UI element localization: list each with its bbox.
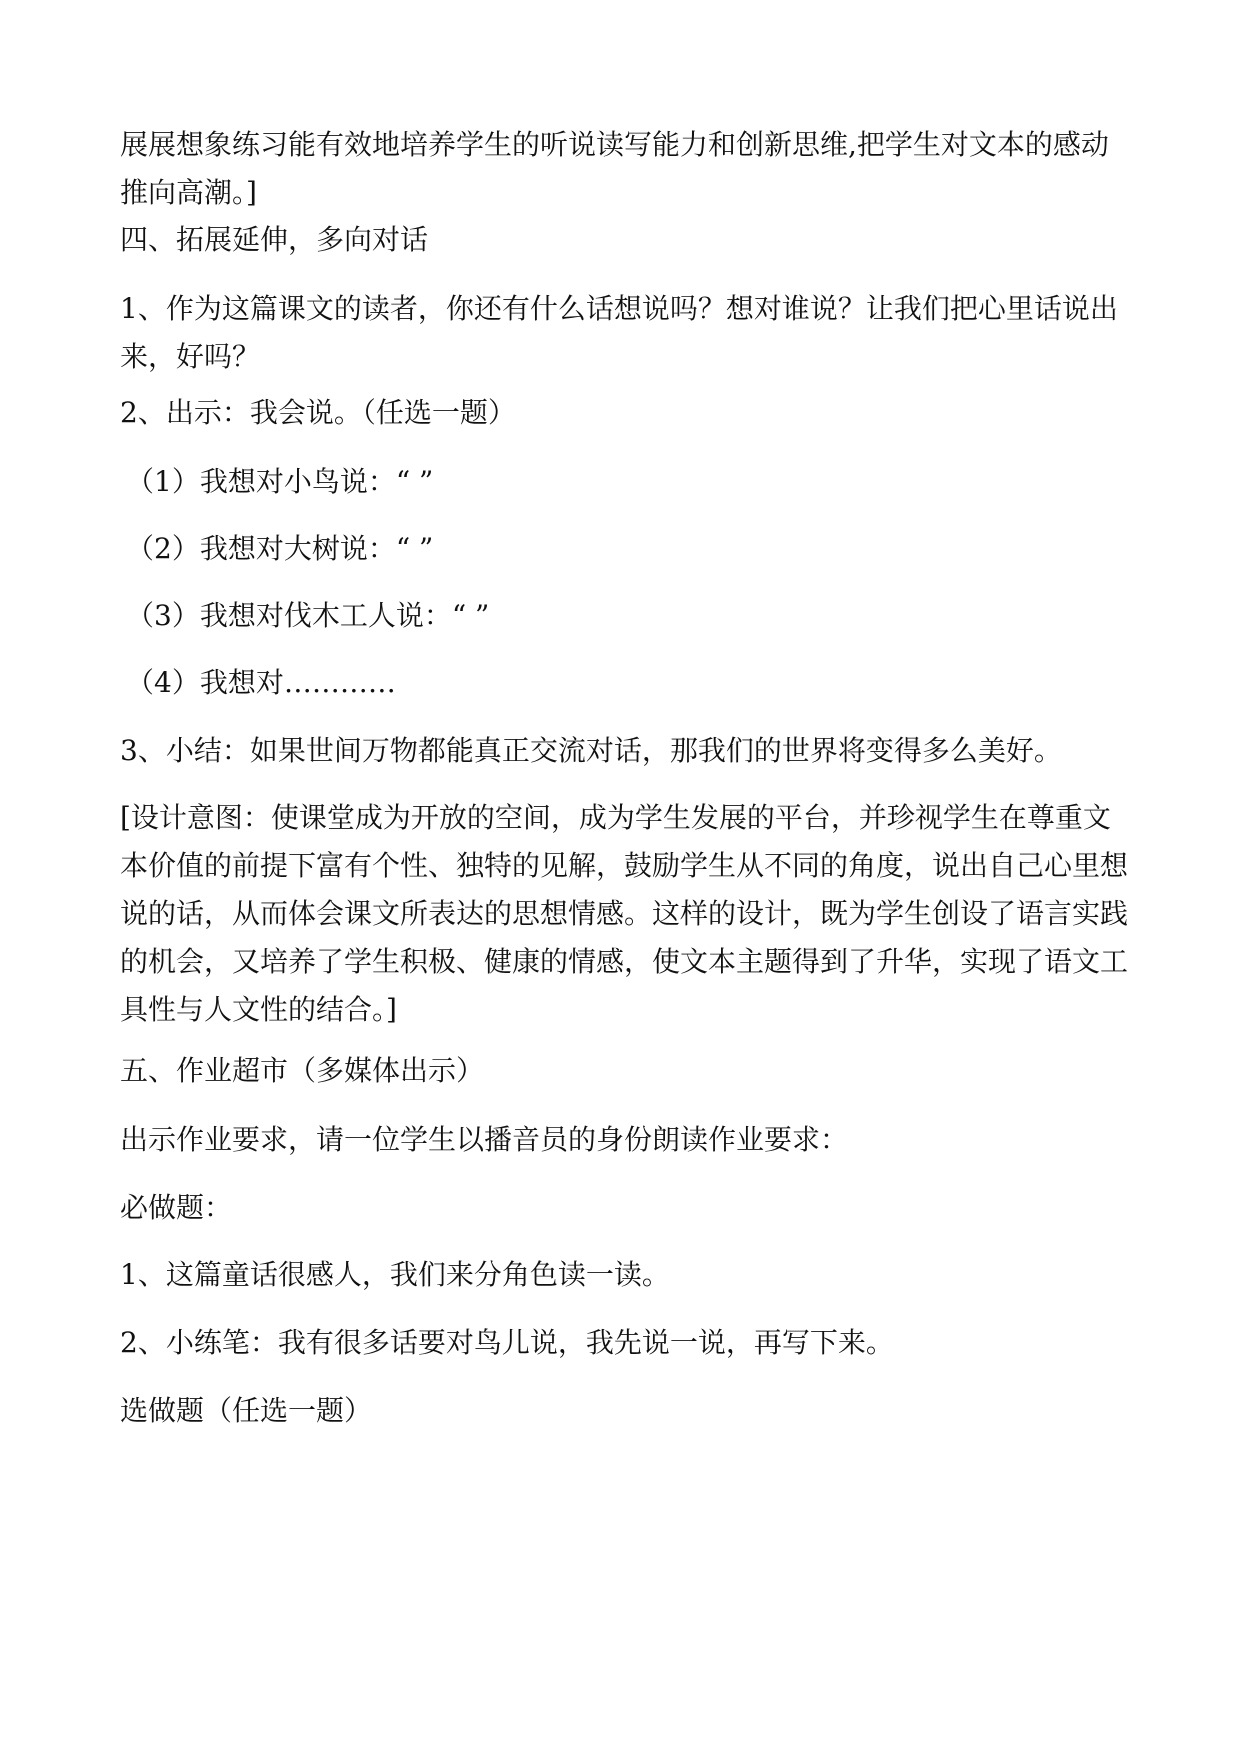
paragraph-imagination-summary: 展展想象练习能有效地培养学生的听说读写能力和创新思维,把学生对文本的感动推向高潮。] xyxy=(120,128,1109,209)
section-heading-5: 五、作业超市（多媒体出示） xyxy=(120,1054,485,1087)
paragraph-summary: 3、小结：如果世间万物都能真正交流对话，那我们的世界将变得多么美好。 xyxy=(120,734,1062,767)
section-heading-4: 四、拓展延伸，多向对话 xyxy=(120,223,429,256)
paragraph-question-1: 1、作为这篇课文的读者，你还有什么话想说吗？想对谁说？让我们把心里话说出来，好吗？ xyxy=(120,292,1118,373)
list-item-lumberjack: （3）我想对伐木工人说：“ ” xyxy=(126,599,490,632)
list-item-tree: （2）我想对大树说：“ ” xyxy=(126,532,434,565)
homework-item-1: 1、这篇童话很感人，我们来分角色读一读。 xyxy=(120,1258,670,1291)
list-item-bird: （1）我想对小鸟说：“ ” xyxy=(126,465,434,498)
paragraph-question-2: 2、出示：我会说。（任选一题） xyxy=(120,396,516,429)
list-item-other: （4）我想对………… xyxy=(126,666,396,699)
paragraph-homework-intro: 出示作业要求，请一位学生以播音员的身份朗读作业要求： xyxy=(120,1123,849,1156)
label-optional: 选做题（任选一题） xyxy=(120,1394,373,1427)
homework-item-2: 2、小练笔：我有很多话要对鸟儿说，我先说一说，再写下来。 xyxy=(120,1326,894,1359)
label-required: 必做题： xyxy=(120,1191,233,1224)
paragraph-design-intent: [设计意图：使课堂成为开放的空间，成为学生发展的平台，并珍视学生在尊重文本价值的前提下富有个性、独特的见解，鼓励学生从不同的角度，说出自己心里想说的话，从而体会课文所表达的思想情感。这样的设计，既为学生创设了语言实践的机会，又培养了学生积极、健康的情感，使文本主题得到了升华，实现了语文工具性与人文性的结合。] xyxy=(120,801,1129,1026)
